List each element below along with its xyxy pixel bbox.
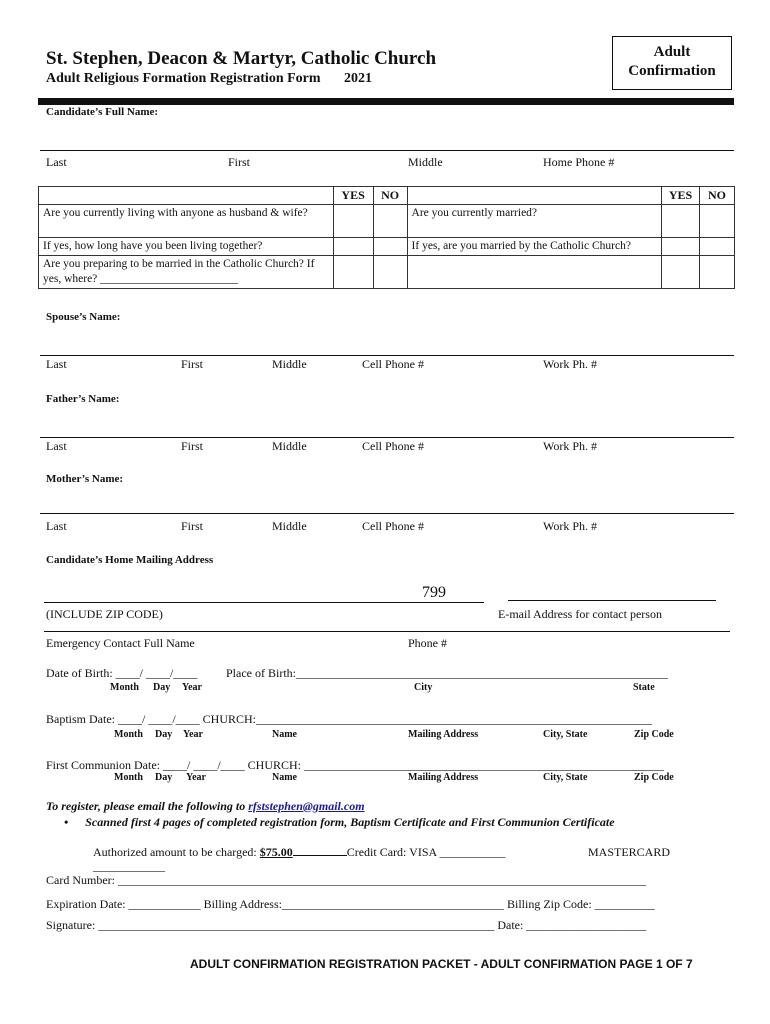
page-footer: ADULT CONFIRMATION REGISTRATION PACKET - ADULT CONFIRMATION PAGE 1 OF 7 bbox=[190, 957, 693, 971]
authorized-label: Authorized amount to be charged: bbox=[93, 845, 257, 859]
church-title: St. Stephen, Deacon & Martyr, Catholic Church bbox=[46, 48, 437, 69]
dob-month-label: Month bbox=[110, 682, 139, 693]
dob-year-label: Year bbox=[182, 682, 202, 693]
header-divider bbox=[38, 98, 734, 105]
form-subtitle bbox=[46, 71, 372, 87]
birth-city-label: City bbox=[414, 682, 433, 693]
mastercard-option[interactable]: MASTERCARD bbox=[588, 845, 671, 859]
candidate-first-label: First bbox=[228, 155, 251, 169]
candidate-middle-label: Middle bbox=[408, 155, 443, 169]
mother-work-label: Work Ph. # bbox=[543, 519, 598, 533]
living-together-yes-box[interactable] bbox=[333, 205, 373, 238]
father-middle-label: Middle bbox=[272, 439, 307, 453]
communion-mailing-label: Mailing Address bbox=[408, 772, 479, 783]
currently-married-yes-box[interactable] bbox=[662, 205, 700, 238]
spouse-name-line[interactable] bbox=[40, 355, 734, 356]
baptism-month-label: Month bbox=[114, 729, 143, 740]
emergency-line[interactable] bbox=[44, 631, 730, 632]
spouse-cell-label: Cell Phone # bbox=[362, 357, 424, 371]
how-long-yes-box[interactable] bbox=[333, 238, 373, 256]
form-year: 2021 bbox=[344, 71, 373, 86]
yes-header: YES bbox=[333, 187, 373, 205]
signature-date-field[interactable]: Signature: __________________________________________________________________ Date: ____________________ bbox=[46, 918, 647, 932]
father-heading: Father’s Name: bbox=[46, 393, 120, 405]
baptism-day-label: Day bbox=[155, 729, 173, 740]
place-of-birth-field[interactable]: Place of Birth:______________________________________________________________ bbox=[226, 666, 668, 680]
table-header-blank bbox=[39, 187, 334, 205]
authorized-amount bbox=[93, 845, 506, 860]
yes-header-right: YES bbox=[662, 187, 700, 205]
father-cell-label: Cell Phone # bbox=[362, 439, 424, 453]
question-how-long: If yes, how long have you been living together? bbox=[39, 238, 334, 256]
communion-year-label: Year bbox=[186, 772, 206, 783]
question-preparing-marriage: Are you preparing to be married in the Catholic Church? If yes, where? ________________________ bbox=[39, 256, 334, 289]
emergency-phone-label: Phone # bbox=[408, 636, 447, 650]
expiration-billing-field[interactable]: Expiration Date: ____________ Billing Address:_____________________________________ Billing Zip Code: __________ bbox=[46, 897, 655, 911]
card-number-field[interactable]: Card Number: ________________________________________________________________________________________ bbox=[46, 873, 646, 887]
table-header-blank-right bbox=[407, 187, 661, 205]
mother-cell-label: Cell Phone # bbox=[362, 519, 424, 533]
spouse-heading: Spouse’s Name: bbox=[46, 311, 121, 323]
bullet-icon: • bbox=[64, 815, 69, 829]
baptism-field[interactable]: Baptism Date: ____/ ____/____ CHURCH:__________________________________________________________________ bbox=[46, 712, 652, 726]
no-header: NO bbox=[373, 187, 407, 205]
empty-no-box bbox=[699, 256, 734, 289]
preparing-marriage-no-box[interactable] bbox=[373, 256, 407, 289]
father-work-label: Work Ph. # bbox=[543, 439, 598, 453]
empty-yes-box bbox=[662, 256, 700, 289]
form-name: Adult Religious Formation Registration Form bbox=[46, 71, 321, 86]
birth-state-label: State bbox=[633, 682, 655, 693]
mother-heading: Mother’s Name: bbox=[46, 473, 124, 485]
confirmation-box bbox=[612, 36, 732, 90]
candidate-name-line[interactable] bbox=[40, 150, 734, 151]
first-communion-field[interactable]: First Communion Date: ____/ ____/____ CHURCH: ____________________________________________________________ bbox=[46, 758, 665, 772]
candidate-last-label: Last bbox=[46, 155, 67, 169]
register-email-link[interactable]: rfststephen@gmail.com bbox=[248, 799, 365, 813]
mother-last-label: Last bbox=[46, 519, 67, 533]
candidate-home-phone-label: Home Phone # bbox=[543, 155, 615, 169]
card-type-blank[interactable]: ____________ bbox=[93, 859, 165, 873]
communion-name-label: Name bbox=[272, 772, 297, 783]
communion-day-label: Day bbox=[155, 772, 173, 783]
no-header-right: NO bbox=[699, 187, 734, 205]
baptism-citystate-label: City, State bbox=[543, 729, 588, 740]
married-catholic-no-box[interactable] bbox=[699, 238, 734, 256]
preparing-marriage-yes-box[interactable] bbox=[333, 256, 373, 289]
currently-married-no-box[interactable] bbox=[699, 205, 734, 238]
dob-day-label: Day bbox=[153, 682, 171, 693]
confirmation-box-line1: Adult bbox=[653, 44, 691, 60]
living-together-no-box[interactable] bbox=[373, 205, 407, 238]
register-bullet-text: Scanned first 4 pages of completed registration form, Baptism Certificate and First Communion Certificate bbox=[85, 815, 615, 829]
question-living-together: Are you currently living with anyone as husband & wife? bbox=[39, 205, 334, 238]
confirmation-box-line2: Confirmation bbox=[628, 63, 716, 79]
email-label: E-mail Address for contact person bbox=[498, 607, 662, 621]
register-bullet-item bbox=[64, 815, 615, 830]
zip-note: (INCLUDE ZIP CODE) bbox=[46, 607, 163, 621]
register-intro: To register, please email the following to bbox=[46, 799, 246, 813]
father-first-label: First bbox=[181, 439, 204, 453]
mother-name-line[interactable] bbox=[40, 513, 734, 514]
register-instructions bbox=[46, 799, 365, 814]
emergency-contact-label: Emergency Contact Full Name bbox=[46, 636, 195, 650]
mother-first-label: First bbox=[181, 519, 204, 533]
communion-month-label: Month bbox=[114, 772, 143, 783]
candidate-heading: Candidate’s Full Name: bbox=[46, 106, 159, 118]
baptism-mailing-label: Mailing Address bbox=[408, 729, 479, 740]
amount-underline bbox=[293, 845, 347, 856]
mother-middle-label: Middle bbox=[272, 519, 307, 533]
date-of-birth-field[interactable]: Date of Birth: ____/ ____/____ bbox=[46, 666, 198, 680]
address-heading: Candidate’s Home Mailing Address bbox=[46, 554, 214, 566]
how-long-no-box[interactable] bbox=[373, 238, 407, 256]
question-married-catholic: If yes, are you married by the Catholic Church? bbox=[407, 238, 661, 256]
spouse-first-label: First bbox=[181, 357, 204, 371]
spouse-middle-label: Middle bbox=[272, 357, 307, 371]
marital-questions-table bbox=[38, 186, 735, 289]
authorized-amount-value: $75.00 bbox=[259, 845, 293, 859]
communion-citystate-label: City, State bbox=[543, 772, 588, 783]
empty-question-cell bbox=[407, 256, 661, 289]
credit-card-visa-field[interactable]: Credit Card: VISA ___________ bbox=[346, 845, 506, 859]
father-name-line[interactable] bbox=[40, 437, 734, 438]
address-entered-value: 799 bbox=[422, 584, 446, 601]
spouse-work-label: Work Ph. # bbox=[543, 357, 598, 371]
question-currently-married: Are you currently married? bbox=[407, 205, 661, 238]
spouse-last-label: Last bbox=[46, 357, 67, 371]
married-catholic-yes-box[interactable] bbox=[662, 238, 700, 256]
baptism-zip-label: Zip Code bbox=[634, 729, 674, 740]
baptism-name-label: Name bbox=[272, 729, 297, 740]
baptism-year-label: Year bbox=[183, 729, 203, 740]
email-line[interactable] bbox=[508, 600, 716, 601]
communion-zip-label: Zip Code bbox=[634, 772, 674, 783]
father-last-label: Last bbox=[46, 439, 67, 453]
address-line[interactable] bbox=[44, 602, 484, 603]
